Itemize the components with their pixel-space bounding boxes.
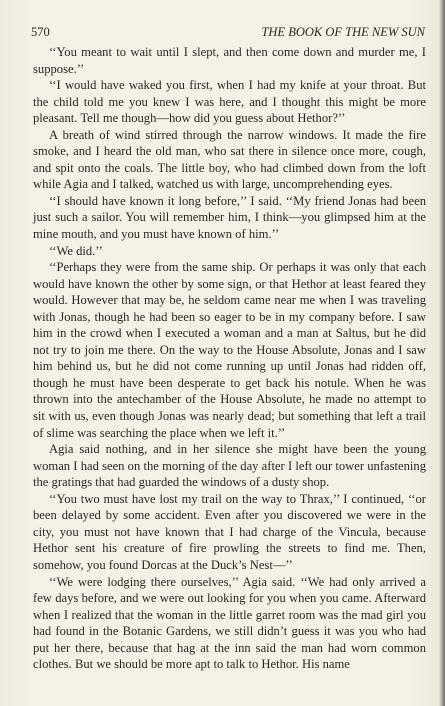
paragraph: ‘‘We were lodging there ourselves,’’ Agia said. ‘‘We had only arrived a few days before, and we were out looking for you when you came. Afterward when I realized that the woman in the little garret room was the mad girl you had found in the Botanic Gardens, we still didn’t guess it was you who had put her there, because that hag at the inn said the man had worn common clothes. But we should be more apt to talk to Hethor. His name (33, 574, 426, 672)
running-head: THE BOOK OF THE NEW SUN (261, 25, 425, 39)
paragraph: ‘‘You meant to wait until I slept, and then come down and murder me, I suppose.’’ (33, 45, 426, 76)
paragraph: ‘‘We did.’’ (49, 243, 103, 258)
paragraph: ‘‘I would have waked you first, when I had my knife at your throat. But the child told me you knew I was here, and I thought this might be more pleasant. Tell me though—how did you guess about Hethor?’’ (33, 78, 426, 126)
paragraph: ‘‘I should have known it long before,’’ I said. ‘‘My friend Jonas had been just such a sailor. You will remember him, I think—you glimpsed him at the mine mouth, and you must have known of him.’’ (33, 193, 426, 242)
page-number: 570 (31, 25, 50, 39)
body-text (33, 44, 426, 673)
paragraph: ‘‘Perhaps they were from the same ship. Or perhaps it was only that each would have known the other by some sign, or that Hethor at least feared they would. However that may be, he seldom came near me when I was traveling with Jonas, though he had been so eager to be in my company before. I saw him in the crowd when I executed a woman and a man at Saltus, but he did not try to join me there. On the way to the House Absolute, Jonas and I saw him behind us, but he did not come running up until Jonas had ridden off, though he must have been desperate to get back his notule. When he was thrown into the antechamber of the House Absolute, he made no attempt to sit with us, even though Jonas was nearly dead; but something that left a trail of slime was searching the place when we left it.’’ (33, 260, 426, 440)
paragraph: ‘‘You two must have lost my trail on the way to Thrax,’’ I continued, ‘‘or been delayed by some accident. Even after you discovered we were in the city, you must not have known that I had charge of the Vincula, because Hethor sent his creature of fire prowling the streets to find me. Then, somehow, you found Dorcas at the Duck’s Nest—’’ (33, 491, 426, 572)
paragraph: A breath of wind stirred through the narrow windows. It made the fire smoke, and I heard the old man, who sat there in silence once more, cough, and spit onto the coals. The little boy, who had climbed down from the loft while Agia and I talked, watched us with large, uncomprehending eyes. (33, 127, 426, 192)
paragraph: Agia said nothing, and in her silence she might have been the young woman I had seen on the morning of the day after I left our tower unfastening the gratings that had guarded the windows of a dusty shop. (33, 442, 426, 490)
page-edge-shadow (439, 0, 445, 706)
page-header (31, 24, 425, 40)
